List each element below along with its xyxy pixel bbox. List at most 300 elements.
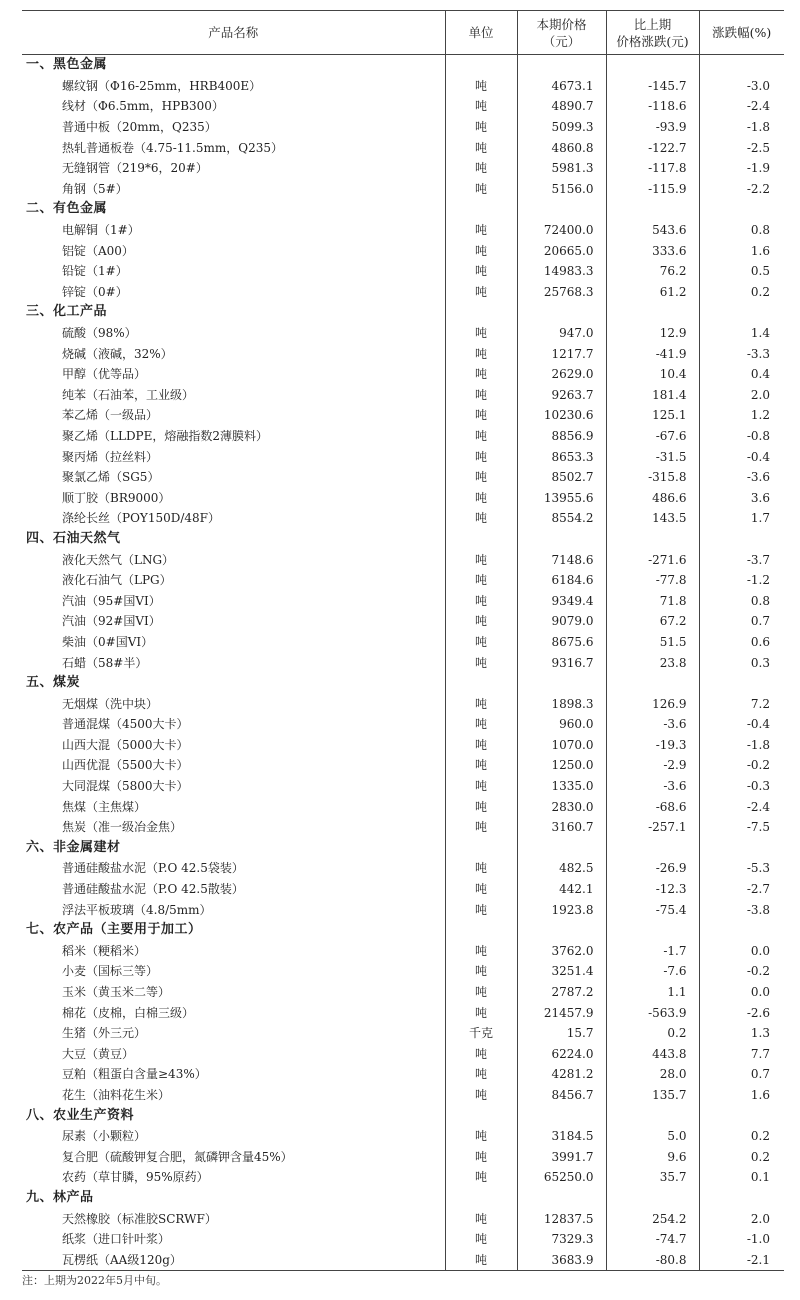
change-percent-cell: 0.8 xyxy=(699,220,784,241)
current-price-cell: 4281.2 xyxy=(517,1064,606,1085)
table-row xyxy=(22,693,784,714)
unit-cell: 吨 xyxy=(445,755,517,776)
change-percent-cell: -1.9 xyxy=(699,158,784,179)
table-row xyxy=(22,261,784,282)
unit-cell: 吨 xyxy=(445,611,517,632)
table-row xyxy=(22,446,784,467)
unit-cell: 吨 xyxy=(445,487,517,508)
table-row xyxy=(22,611,784,632)
change-percent-cell: 0.1 xyxy=(699,1167,784,1188)
footnote: 注：上期为2022年5月中旬。 xyxy=(22,1274,167,1287)
table-row xyxy=(22,117,784,138)
header-row xyxy=(22,11,784,55)
current-price-cell: 8502.7 xyxy=(517,467,606,488)
price-change-cell: -93.9 xyxy=(606,117,699,138)
unit-cell: 吨 xyxy=(445,714,517,735)
table-row xyxy=(22,817,784,838)
change-percent-cell: -2.7 xyxy=(699,879,784,900)
change-percent-cell: 1.3 xyxy=(699,1023,784,1044)
price-change-cell: -271.6 xyxy=(606,549,699,570)
change-percent-cell: 0.3 xyxy=(699,652,784,673)
price-change-cell: -75.4 xyxy=(606,899,699,920)
unit-cell: 吨 xyxy=(445,776,517,797)
product-name-cell: 汽油（92#国VI） xyxy=(62,614,161,629)
price-change-cell: -68.6 xyxy=(606,796,699,817)
price-change-cell: -31.5 xyxy=(606,446,699,467)
product-name-cell: 汽油（95#国VI） xyxy=(62,593,161,608)
category-row xyxy=(22,1105,784,1126)
unit-cell: 吨 xyxy=(445,96,517,117)
empty-cell xyxy=(517,529,606,550)
change-percent-cell: 1.2 xyxy=(699,405,784,426)
category-title: 四、石油天然气 xyxy=(26,530,121,546)
price-change-cell: -41.9 xyxy=(606,343,699,364)
table-row xyxy=(22,714,784,735)
change-percent-cell: -3.6 xyxy=(699,467,784,488)
category-row xyxy=(22,920,784,941)
category-row xyxy=(22,838,784,859)
current-price-cell: 1250.0 xyxy=(517,755,606,776)
empty-cell xyxy=(699,302,784,323)
current-price-cell: 14983.3 xyxy=(517,261,606,282)
product-name-cell: 小麦（国标三等） xyxy=(62,964,159,979)
change-percent-cell: -0.2 xyxy=(699,961,784,982)
product-name-cell: 焦煤（主焦煤） xyxy=(62,799,147,814)
current-price-cell: 5156.0 xyxy=(517,179,606,200)
table-row xyxy=(22,1229,784,1250)
empty-cell xyxy=(699,199,784,220)
table-row xyxy=(22,1023,784,1044)
category-row xyxy=(22,529,784,550)
price-change-cell: 9.6 xyxy=(606,1146,699,1167)
empty-cell xyxy=(699,55,784,76)
change-percent-cell: 0.7 xyxy=(699,611,784,632)
empty-cell xyxy=(606,199,699,220)
price-change-cell: 12.9 xyxy=(606,323,699,344)
table-row xyxy=(22,735,784,756)
current-price-cell: 947.0 xyxy=(517,323,606,344)
change-percent-cell: 0.6 xyxy=(699,632,784,653)
table-row xyxy=(22,941,784,962)
table-row xyxy=(22,858,784,879)
price-change-cell: 126.9 xyxy=(606,693,699,714)
table-row xyxy=(22,652,784,673)
product-name-cell: 普通中板（20mm，Q235） xyxy=(62,120,217,135)
change-percent-cell: -0.8 xyxy=(699,426,784,447)
product-name-cell: 大豆（黄豆） xyxy=(62,1046,135,1061)
unit-cell: 吨 xyxy=(445,240,517,261)
table-row xyxy=(22,549,784,570)
price-change-cell: 254.2 xyxy=(606,1208,699,1229)
price-change-cell: 5.0 xyxy=(606,1126,699,1147)
table-row xyxy=(22,1249,784,1270)
current-price-cell: 8554.2 xyxy=(517,508,606,529)
product-name-cell: 铝锭（A00） xyxy=(62,243,134,258)
change-percent-cell: -2.1 xyxy=(699,1249,784,1270)
header-price-change: 比上期 价格涨跌(元) xyxy=(606,11,699,55)
current-price-cell: 2830.0 xyxy=(517,796,606,817)
unit-cell: 吨 xyxy=(445,405,517,426)
empty-cell xyxy=(445,55,517,76)
unit-cell: 吨 xyxy=(445,261,517,282)
change-percent-cell: -2.6 xyxy=(699,1002,784,1023)
product-name-cell: 普通硅酸盐水泥（P.O 42.5袋装） xyxy=(62,861,244,876)
unit-cell: 吨 xyxy=(445,446,517,467)
current-price-cell: 7148.6 xyxy=(517,549,606,570)
table-row xyxy=(22,1002,784,1023)
change-percent-cell: -3.0 xyxy=(699,76,784,97)
table-row xyxy=(22,385,784,406)
unit-cell: 吨 xyxy=(445,858,517,879)
current-price-cell: 1923.8 xyxy=(517,899,606,920)
product-name-cell: 无烟煤（洗中块） xyxy=(62,696,159,711)
price-change-cell: 0.2 xyxy=(606,1023,699,1044)
category-title: 六、非金属建材 xyxy=(26,839,121,855)
unit-cell: 吨 xyxy=(445,1064,517,1085)
unit-cell: 吨 xyxy=(445,426,517,447)
table-row xyxy=(22,220,784,241)
price-change-cell: -563.9 xyxy=(606,1002,699,1023)
change-percent-cell: 0.0 xyxy=(699,941,784,962)
price-change-cell: 10.4 xyxy=(606,364,699,385)
unit-cell: 吨 xyxy=(445,961,517,982)
empty-cell xyxy=(699,1105,784,1126)
empty-cell xyxy=(517,673,606,694)
current-price-cell: 3184.5 xyxy=(517,1126,606,1147)
table-row xyxy=(22,487,784,508)
table-row xyxy=(22,323,784,344)
change-percent-cell: 0.8 xyxy=(699,590,784,611)
unit-cell: 吨 xyxy=(445,1229,517,1250)
table-row xyxy=(22,632,784,653)
current-price-cell: 8456.7 xyxy=(517,1085,606,1106)
unit-cell: 吨 xyxy=(445,343,517,364)
empty-cell xyxy=(517,55,606,76)
current-price-cell: 20665.0 xyxy=(517,240,606,261)
current-price-cell: 8653.3 xyxy=(517,446,606,467)
unit-cell: 吨 xyxy=(445,1208,517,1229)
current-price-cell: 65250.0 xyxy=(517,1167,606,1188)
current-price-cell: 1217.7 xyxy=(517,343,606,364)
product-name-cell: 硫酸（98%） xyxy=(62,326,137,341)
price-change-cell: -26.9 xyxy=(606,858,699,879)
product-name-cell: 聚丙烯（拉丝料） xyxy=(62,449,159,464)
current-price-cell: 960.0 xyxy=(517,714,606,735)
unit-cell: 吨 xyxy=(445,1044,517,1065)
product-name-cell: 天然橡胶（标准胶SCRWF） xyxy=(62,1211,217,1226)
table-row xyxy=(22,282,784,303)
table-row xyxy=(22,343,784,364)
price-change-cell: -257.1 xyxy=(606,817,699,838)
product-name-cell: 石蜡（58#半） xyxy=(62,655,148,670)
current-price-cell: 442.1 xyxy=(517,879,606,900)
current-price-cell: 9263.7 xyxy=(517,385,606,406)
table-row xyxy=(22,899,784,920)
current-price-cell: 8675.6 xyxy=(517,632,606,653)
current-price-cell: 6224.0 xyxy=(517,1044,606,1065)
product-name-cell: 豆粕（粗蛋白含量≥43%） xyxy=(62,1067,207,1082)
unit-cell: 吨 xyxy=(445,796,517,817)
unit-cell: 吨 xyxy=(445,693,517,714)
empty-cell xyxy=(699,673,784,694)
product-name-cell: 烧碱（液碱，32%） xyxy=(62,346,173,361)
table-row xyxy=(22,158,784,179)
current-price-cell: 9079.0 xyxy=(517,611,606,632)
change-percent-cell: 0.5 xyxy=(699,261,784,282)
unit-cell: 吨 xyxy=(445,817,517,838)
price-change-cell: -1.7 xyxy=(606,941,699,962)
current-price-cell: 5099.3 xyxy=(517,117,606,138)
empty-cell xyxy=(606,1105,699,1126)
change-percent-cell: -2.5 xyxy=(699,137,784,158)
change-percent-cell: -5.3 xyxy=(699,858,784,879)
change-percent-cell: 0.7 xyxy=(699,1064,784,1085)
table-row xyxy=(22,755,784,776)
category-title: 九、林产品 xyxy=(26,1189,94,1205)
change-percent-cell: 2.0 xyxy=(699,385,784,406)
table-row xyxy=(22,961,784,982)
category-title: 三、化工产品 xyxy=(26,304,108,320)
current-price-cell: 2629.0 xyxy=(517,364,606,385)
table-row xyxy=(22,776,784,797)
unit-cell: 吨 xyxy=(445,364,517,385)
product-name-cell: 聚氯乙烯（SG5） xyxy=(62,470,160,485)
price-change-cell: 71.8 xyxy=(606,590,699,611)
price-change-cell: 181.4 xyxy=(606,385,699,406)
unit-cell: 吨 xyxy=(445,158,517,179)
category-title: 五、煤炭 xyxy=(26,675,81,691)
current-price-cell: 3991.7 xyxy=(517,1146,606,1167)
change-percent-cell: -1.8 xyxy=(699,117,784,138)
current-price-cell: 8856.9 xyxy=(517,426,606,447)
empty-cell xyxy=(445,529,517,550)
table-row xyxy=(22,240,784,261)
empty-cell xyxy=(606,838,699,859)
change-percent-cell: -7.5 xyxy=(699,817,784,838)
unit-cell: 吨 xyxy=(445,508,517,529)
product-name-cell: 普通混煤（4500大卡） xyxy=(62,717,189,732)
empty-cell xyxy=(445,302,517,323)
table-row xyxy=(22,796,784,817)
product-name-cell: 柴油（0#国VI） xyxy=(62,634,154,649)
product-name-cell: 纯苯（石油苯，工业级） xyxy=(62,387,195,402)
price-change-cell: -19.3 xyxy=(606,735,699,756)
product-name-cell: 浮法平板玻璃（4.8/5mm） xyxy=(62,902,212,917)
table-row xyxy=(22,426,784,447)
price-change-cell: -12.3 xyxy=(606,879,699,900)
price-change-cell: 28.0 xyxy=(606,1064,699,1085)
unit-cell: 吨 xyxy=(445,652,517,673)
unit-cell: 吨 xyxy=(445,982,517,1003)
product-name-cell: 纸浆（进口针叶浆） xyxy=(62,1232,171,1247)
change-percent-cell: -1.2 xyxy=(699,570,784,591)
change-percent-cell: -3.7 xyxy=(699,549,784,570)
empty-cell xyxy=(445,199,517,220)
product-name-cell: 瓦楞纸（AA级120g） xyxy=(22,1249,445,1270)
product-name-cell: 铅锭（1#） xyxy=(62,264,128,279)
current-price-cell: 15.7 xyxy=(517,1023,606,1044)
price-change-cell: 23.8 xyxy=(606,652,699,673)
change-percent-cell: -2.4 xyxy=(699,96,784,117)
empty-cell xyxy=(606,1188,699,1209)
price-change-cell: -77.8 xyxy=(606,570,699,591)
empty-cell xyxy=(606,529,699,550)
price-change-cell: 61.2 xyxy=(606,282,699,303)
current-price-cell: 21457.9 xyxy=(517,1002,606,1023)
category-row xyxy=(22,1188,784,1209)
change-percent-cell: -1.0 xyxy=(699,1229,784,1250)
change-percent-cell: 1.4 xyxy=(699,323,784,344)
header-unit: 单位 xyxy=(445,11,517,55)
current-price-cell: 3160.7 xyxy=(517,817,606,838)
current-price-cell: 2787.2 xyxy=(517,982,606,1003)
empty-cell xyxy=(445,838,517,859)
product-name-cell: 山西优混（5500大卡） xyxy=(62,758,189,773)
unit-cell: 吨 xyxy=(445,1249,517,1270)
category-row xyxy=(22,673,784,694)
empty-cell xyxy=(606,920,699,941)
product-name-cell: 聚乙烯（LLDPE，熔融指数2薄膜料） xyxy=(62,428,269,443)
change-percent-cell: 1.7 xyxy=(699,508,784,529)
table-row xyxy=(22,1167,784,1188)
change-percent-cell: 3.6 xyxy=(699,487,784,508)
empty-cell xyxy=(606,673,699,694)
table-row xyxy=(22,405,784,426)
unit-cell: 吨 xyxy=(445,1002,517,1023)
current-price-cell: 12837.5 xyxy=(517,1208,606,1229)
unit-cell: 吨 xyxy=(445,323,517,344)
empty-cell xyxy=(517,199,606,220)
change-percent-cell: 1.6 xyxy=(699,1085,784,1106)
price-change-cell: -118.6 xyxy=(606,96,699,117)
current-price-cell: 3251.4 xyxy=(517,961,606,982)
empty-cell xyxy=(699,920,784,941)
unit-cell: 吨 xyxy=(445,282,517,303)
price-change-cell: -117.8 xyxy=(606,158,699,179)
empty-cell xyxy=(445,1188,517,1209)
current-price-cell: 9349.4 xyxy=(517,590,606,611)
change-percent-cell: 0.2 xyxy=(699,1146,784,1167)
price-change-cell: 443.8 xyxy=(606,1044,699,1065)
product-name-cell: 复合肥（硫酸钾复合肥，氮磷钾含量45%） xyxy=(62,1149,293,1164)
price-change-cell: 486.6 xyxy=(606,487,699,508)
category-row xyxy=(22,302,784,323)
product-name-cell: 线材（Φ6.5mm，HPB300） xyxy=(62,99,224,114)
product-name-cell: 花生（油料花生米） xyxy=(62,1087,171,1102)
current-price-cell: 4860.8 xyxy=(517,137,606,158)
price-change-cell: -3.6 xyxy=(606,714,699,735)
product-name-cell: 焦炭（准一级冶金焦） xyxy=(62,820,183,835)
table-row xyxy=(22,590,784,611)
price-change-cell: -145.7 xyxy=(606,76,699,97)
table-row xyxy=(22,364,784,385)
empty-cell xyxy=(517,1105,606,1126)
price-change-cell: -315.8 xyxy=(606,467,699,488)
product-name-cell: 棉花（皮棉，白棉三级） xyxy=(62,1005,195,1020)
current-price-cell: 1335.0 xyxy=(517,776,606,797)
current-price-cell: 72400.0 xyxy=(517,220,606,241)
change-percent-cell: -0.3 xyxy=(699,776,784,797)
change-percent-cell: -1.8 xyxy=(699,735,784,756)
empty-cell xyxy=(517,302,606,323)
product-name-cell: 生猪（外三元） xyxy=(62,1026,147,1041)
current-price-cell: 1898.3 xyxy=(517,693,606,714)
change-percent-cell: 7.7 xyxy=(699,1044,784,1065)
current-price-cell: 13955.6 xyxy=(517,487,606,508)
empty-cell xyxy=(606,302,699,323)
category-title: 八、农业生产资料 xyxy=(26,1107,135,1123)
price-change-cell: -122.7 xyxy=(606,137,699,158)
unit-cell: 吨 xyxy=(445,385,517,406)
table-row xyxy=(22,137,784,158)
table-row xyxy=(22,96,784,117)
table-row xyxy=(22,982,784,1003)
unit-cell: 吨 xyxy=(445,117,517,138)
product-name-cell: 大同混煤（5800大卡） xyxy=(62,779,189,794)
unit-cell: 吨 xyxy=(445,179,517,200)
table-row xyxy=(22,1064,784,1085)
table-row xyxy=(22,1126,784,1147)
category-row xyxy=(22,199,784,220)
price-change-cell: -115.9 xyxy=(606,179,699,200)
product-name-cell: 热轧普通板卷（4.75-11.5mm，Q235） xyxy=(62,140,283,155)
current-price-cell: 10230.6 xyxy=(517,405,606,426)
header-product-name: 产品名称 xyxy=(22,11,445,55)
category-title: 七、农产品（主要用于加工） xyxy=(26,922,202,938)
empty-cell xyxy=(445,920,517,941)
product-name-cell: 电解铜（1#） xyxy=(62,223,140,238)
table-row xyxy=(22,467,784,488)
price-change-cell: 543.6 xyxy=(606,220,699,241)
category-title: 一、黑色金属 xyxy=(26,57,108,73)
empty-cell xyxy=(517,838,606,859)
table-body xyxy=(22,55,784,1271)
product-name-cell: 稻米（粳稻米） xyxy=(62,943,147,958)
product-name-cell: 甲醇（优等品） xyxy=(62,367,147,382)
product-name-cell: 苯乙烯（一级品） xyxy=(62,408,159,423)
change-percent-cell: 0.2 xyxy=(699,282,784,303)
current-price-cell: 3683.9 xyxy=(517,1249,606,1270)
price-change-cell: 35.7 xyxy=(606,1167,699,1188)
product-name-cell: 液化天然气（LNG） xyxy=(62,552,175,567)
change-percent-cell: -2.2 xyxy=(699,179,784,200)
price-change-cell: 143.5 xyxy=(606,508,699,529)
empty-cell xyxy=(699,529,784,550)
product-name-cell: 无缝钢管（219*6，20#） xyxy=(62,161,208,176)
unit-cell: 吨 xyxy=(445,1146,517,1167)
table-row xyxy=(22,1044,784,1065)
table-row xyxy=(22,76,784,97)
current-price-cell: 6184.6 xyxy=(517,570,606,591)
empty-cell xyxy=(517,920,606,941)
product-name-cell: 山西大混（5000大卡） xyxy=(62,737,189,752)
header-change-percent: 涨跌幅(%) xyxy=(699,11,784,55)
table-row xyxy=(22,879,784,900)
unit-cell: 吨 xyxy=(445,1126,517,1147)
table-row xyxy=(22,1085,784,1106)
current-price-cell: 9316.7 xyxy=(517,652,606,673)
product-name-cell: 玉米（黄玉米二等） xyxy=(62,985,171,1000)
product-name-cell: 螺纹钢（Φ16-25mm，HRB400E） xyxy=(62,78,262,93)
product-name-cell: 农药（草甘膦，95%原药） xyxy=(62,1170,209,1185)
empty-cell xyxy=(606,55,699,76)
empty-cell xyxy=(445,673,517,694)
change-percent-cell: 2.0 xyxy=(699,1208,784,1229)
unit-cell: 吨 xyxy=(445,899,517,920)
change-percent-cell: 7.2 xyxy=(699,693,784,714)
product-name-cell: 普通硅酸盐水泥（P.O 42.5散装） xyxy=(62,882,244,897)
current-price-cell: 7329.3 xyxy=(517,1229,606,1250)
